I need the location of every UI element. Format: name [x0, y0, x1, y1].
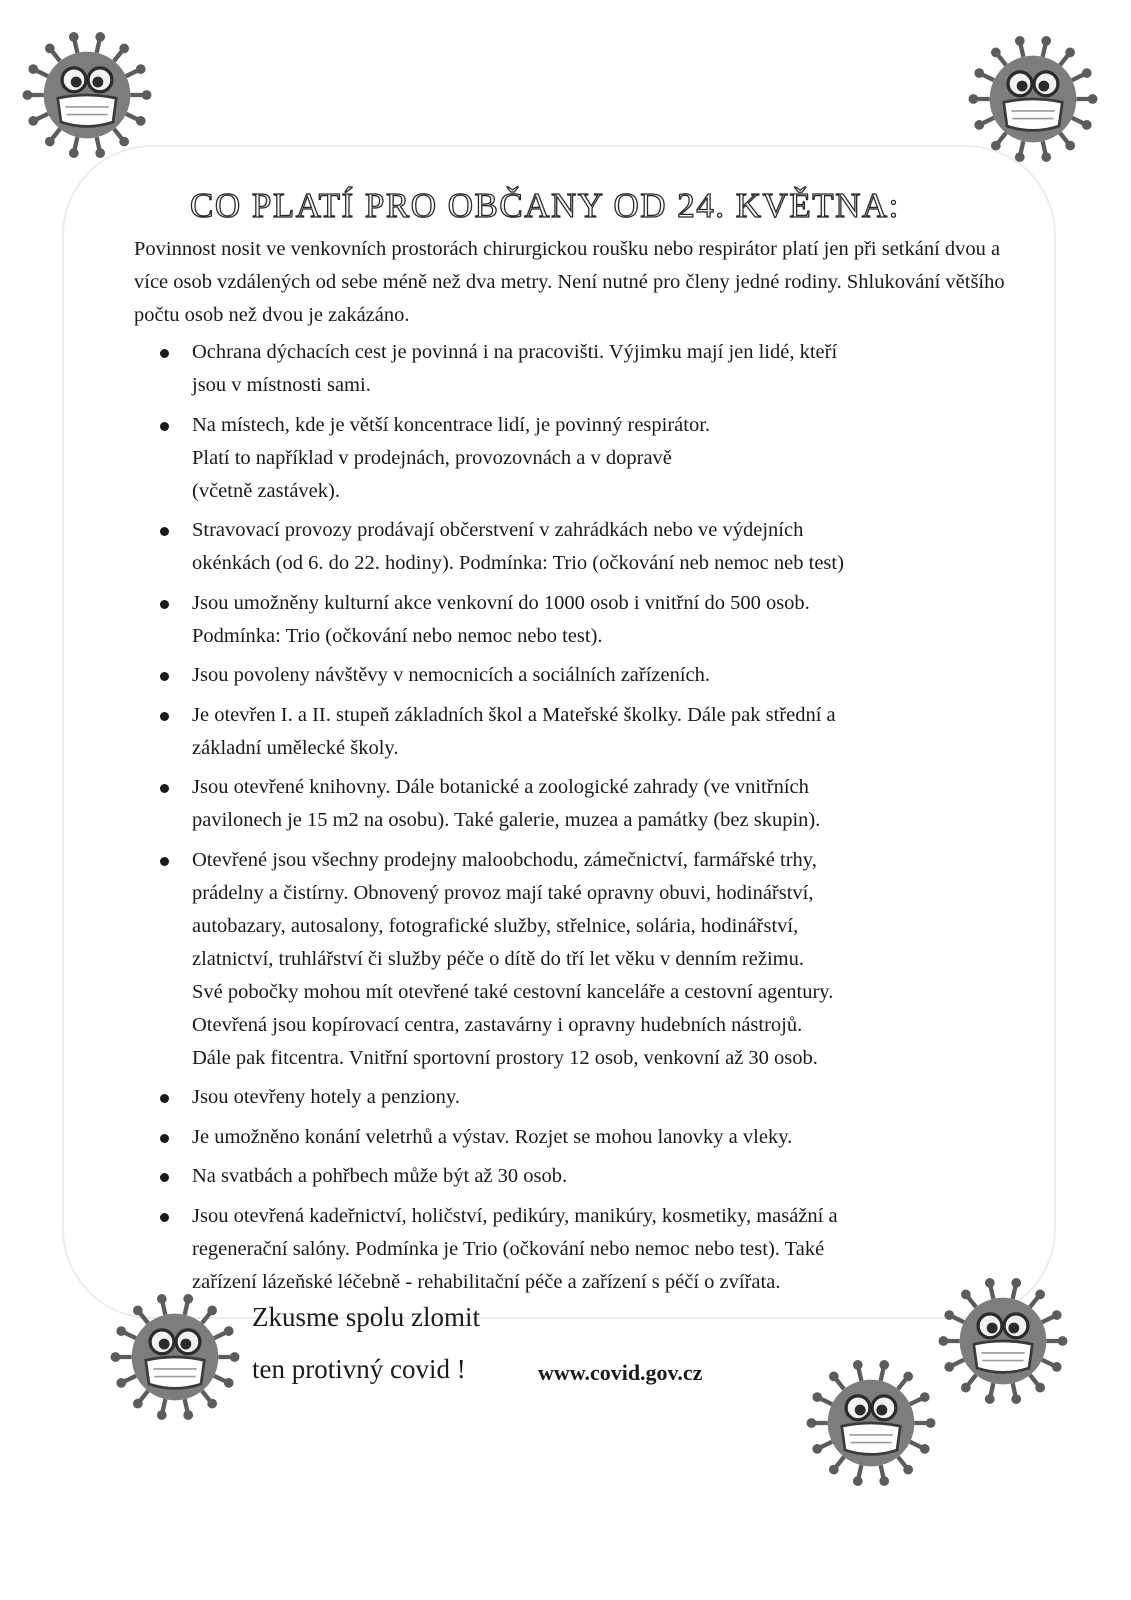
list-item-line: zlatnictví, truhlářství či služby péče o dítě do tří let věku v denním režimu.: [192, 947, 804, 970]
bullet-icon: [160, 1173, 169, 1182]
list-item-line: Podmínka: Trio (očkování nebo nemoc nebo test).: [192, 624, 603, 647]
bullet-icon: [160, 600, 169, 609]
bullet-icon: [160, 1134, 169, 1143]
list-item: [150, 1121, 995, 1154]
virus-mascot-icon: [22, 30, 152, 160]
bullet-icon: [160, 349, 169, 358]
website-link[interactable]: www.covid.gov.cz: [538, 1360, 703, 1385]
list-item-line: Otevřená jsou kopírovací centra, zastavárny i opravny hudebních nástrojů.: [192, 1013, 803, 1036]
list-item-line: Jsou umožněny kulturní akce venkovní do 1000 osob i vnitřní do 500 osob.: [192, 591, 810, 614]
list-item-line: Své pobočky mohou mít otevřené také cestovní kanceláře a cestovní agentury.: [192, 980, 834, 1003]
list-item-line: Jsou povoleny návštěvy v nemocnicích a sociálních zařízeních.: [192, 664, 711, 686]
list-item: [150, 409, 995, 508]
list-item-line: Na místech, kde je větší koncentrace lidí, je povinný respirátor.: [192, 413, 711, 436]
list-item-line: Jsou otevřeny hotely a penziony.: [192, 1086, 460, 1108]
list-item-line: jsou v místnosti sami.: [192, 374, 371, 396]
list-item-line: prádelny a čistírny. Obnovený provoz mají také opravny obuvi, hodinářství,: [192, 881, 814, 904]
list-item: [150, 659, 995, 692]
list-item-line: Ochrana dýchacích cest je povinná i na pracovišti. Výjimku mají jen lidé, kteří: [192, 341, 838, 363]
list-item-line: (včetně zastávek).: [192, 479, 340, 502]
bullet-icon: [160, 784, 169, 793]
list-item-line: Platí to například v prodejnách, provozovnách a v dopravě: [192, 446, 672, 469]
bullet-icon: [160, 1094, 169, 1103]
list-item-line: Na svatbách a pohřbech může být až 30 osob.: [192, 1165, 568, 1187]
virus-mascot-icon: [110, 1292, 240, 1422]
list-item: [150, 514, 995, 580]
bullet-icon: [160, 527, 169, 536]
list-item-line: Jsou otevřené knihovny. Dále botanické a zoologické zahrady (ve vnitřních: [192, 776, 809, 798]
bullet-icon: [160, 857, 169, 866]
list-item: [150, 844, 995, 1075]
list-item: [150, 771, 995, 837]
list-item-line: základní umělecké školy.: [192, 736, 399, 759]
slogan-line-2: ten protivný covid !: [252, 1354, 466, 1384]
list-item-line: autobazary, autosalony, fotografické služby, střelnice, solária, hodinářství,: [192, 914, 799, 937]
page-title: CO PLATÍ PRO OBČANY OD 24. KVĚTNA:: [190, 186, 900, 225]
list-item: [150, 336, 995, 402]
list-item-line: Otevřené jsou všechny prodejny maloobchodu, zámečnictví, farmářské trhy,: [192, 848, 817, 871]
list-item-line: Jsou otevřená kadeřnictví, holičství, pedikúry, manikúry, kosmetiky, masážní a: [192, 1204, 838, 1227]
rules-list: [150, 336, 995, 1305]
list-item-line: Stravovací provozy prodávají občerstvení v zahrádkách nebo ve výdejních: [192, 519, 804, 541]
list-item: [150, 1200, 995, 1299]
virus-mascot-icon: [968, 34, 1098, 164]
list-item-line: Je umožněno konání veletrhů a výstav. Rozjet se mohou lanovky a vleky.: [192, 1125, 793, 1148]
list-item-line: zařízení lázeňské léčebně - rehabilitační péče a zařízení s péčí o zvířata.: [192, 1270, 781, 1293]
list-item: [150, 699, 995, 765]
bullet-icon: [160, 712, 169, 721]
bullet-icon: [160, 1213, 169, 1222]
intro-paragraph: Povinnost nosit ve venkovních prostorách chirurgickou roušku nebo respirátor platí jen při setkání dvou a více osob vzdálených od sebe méně než dva metry. Není nutné pro členy jedné rodiny. Shlukování většího počtu osob než dvou je zakázáno.: [134, 238, 1005, 326]
bullet-icon: [160, 422, 169, 431]
list-item-line: Je otevřen I. a II. stupeň základních škol a Mateřské školky. Dále pak střední a: [192, 703, 836, 726]
virus-mascot-icon: [806, 1358, 936, 1488]
list-item: [150, 587, 995, 653]
bullet-icon: [160, 672, 169, 681]
list-item-line: pavilonech je 15 m2 na osobu). Také galerie, muzea a památky (bez skupin).: [192, 809, 821, 831]
list-item: [150, 1081, 995, 1114]
list-item-line: okénkách (od 6. do 22. hodiny). Podmínka: Trio (očkování neb nemoc neb test): [192, 552, 844, 574]
list-item-line: Dále pak fitcentra. Vnitřní sportovní prostory 12 osob, venkovní až 30 osob.: [192, 1046, 818, 1069]
list-item-line: regenerační salóny. Podmínka je Trio (očkování nebo nemoc nebo test). Také: [192, 1237, 825, 1260]
list-item: [150, 1160, 995, 1193]
slogan-line-1: Zkusme spolu zlomit: [252, 1302, 480, 1332]
